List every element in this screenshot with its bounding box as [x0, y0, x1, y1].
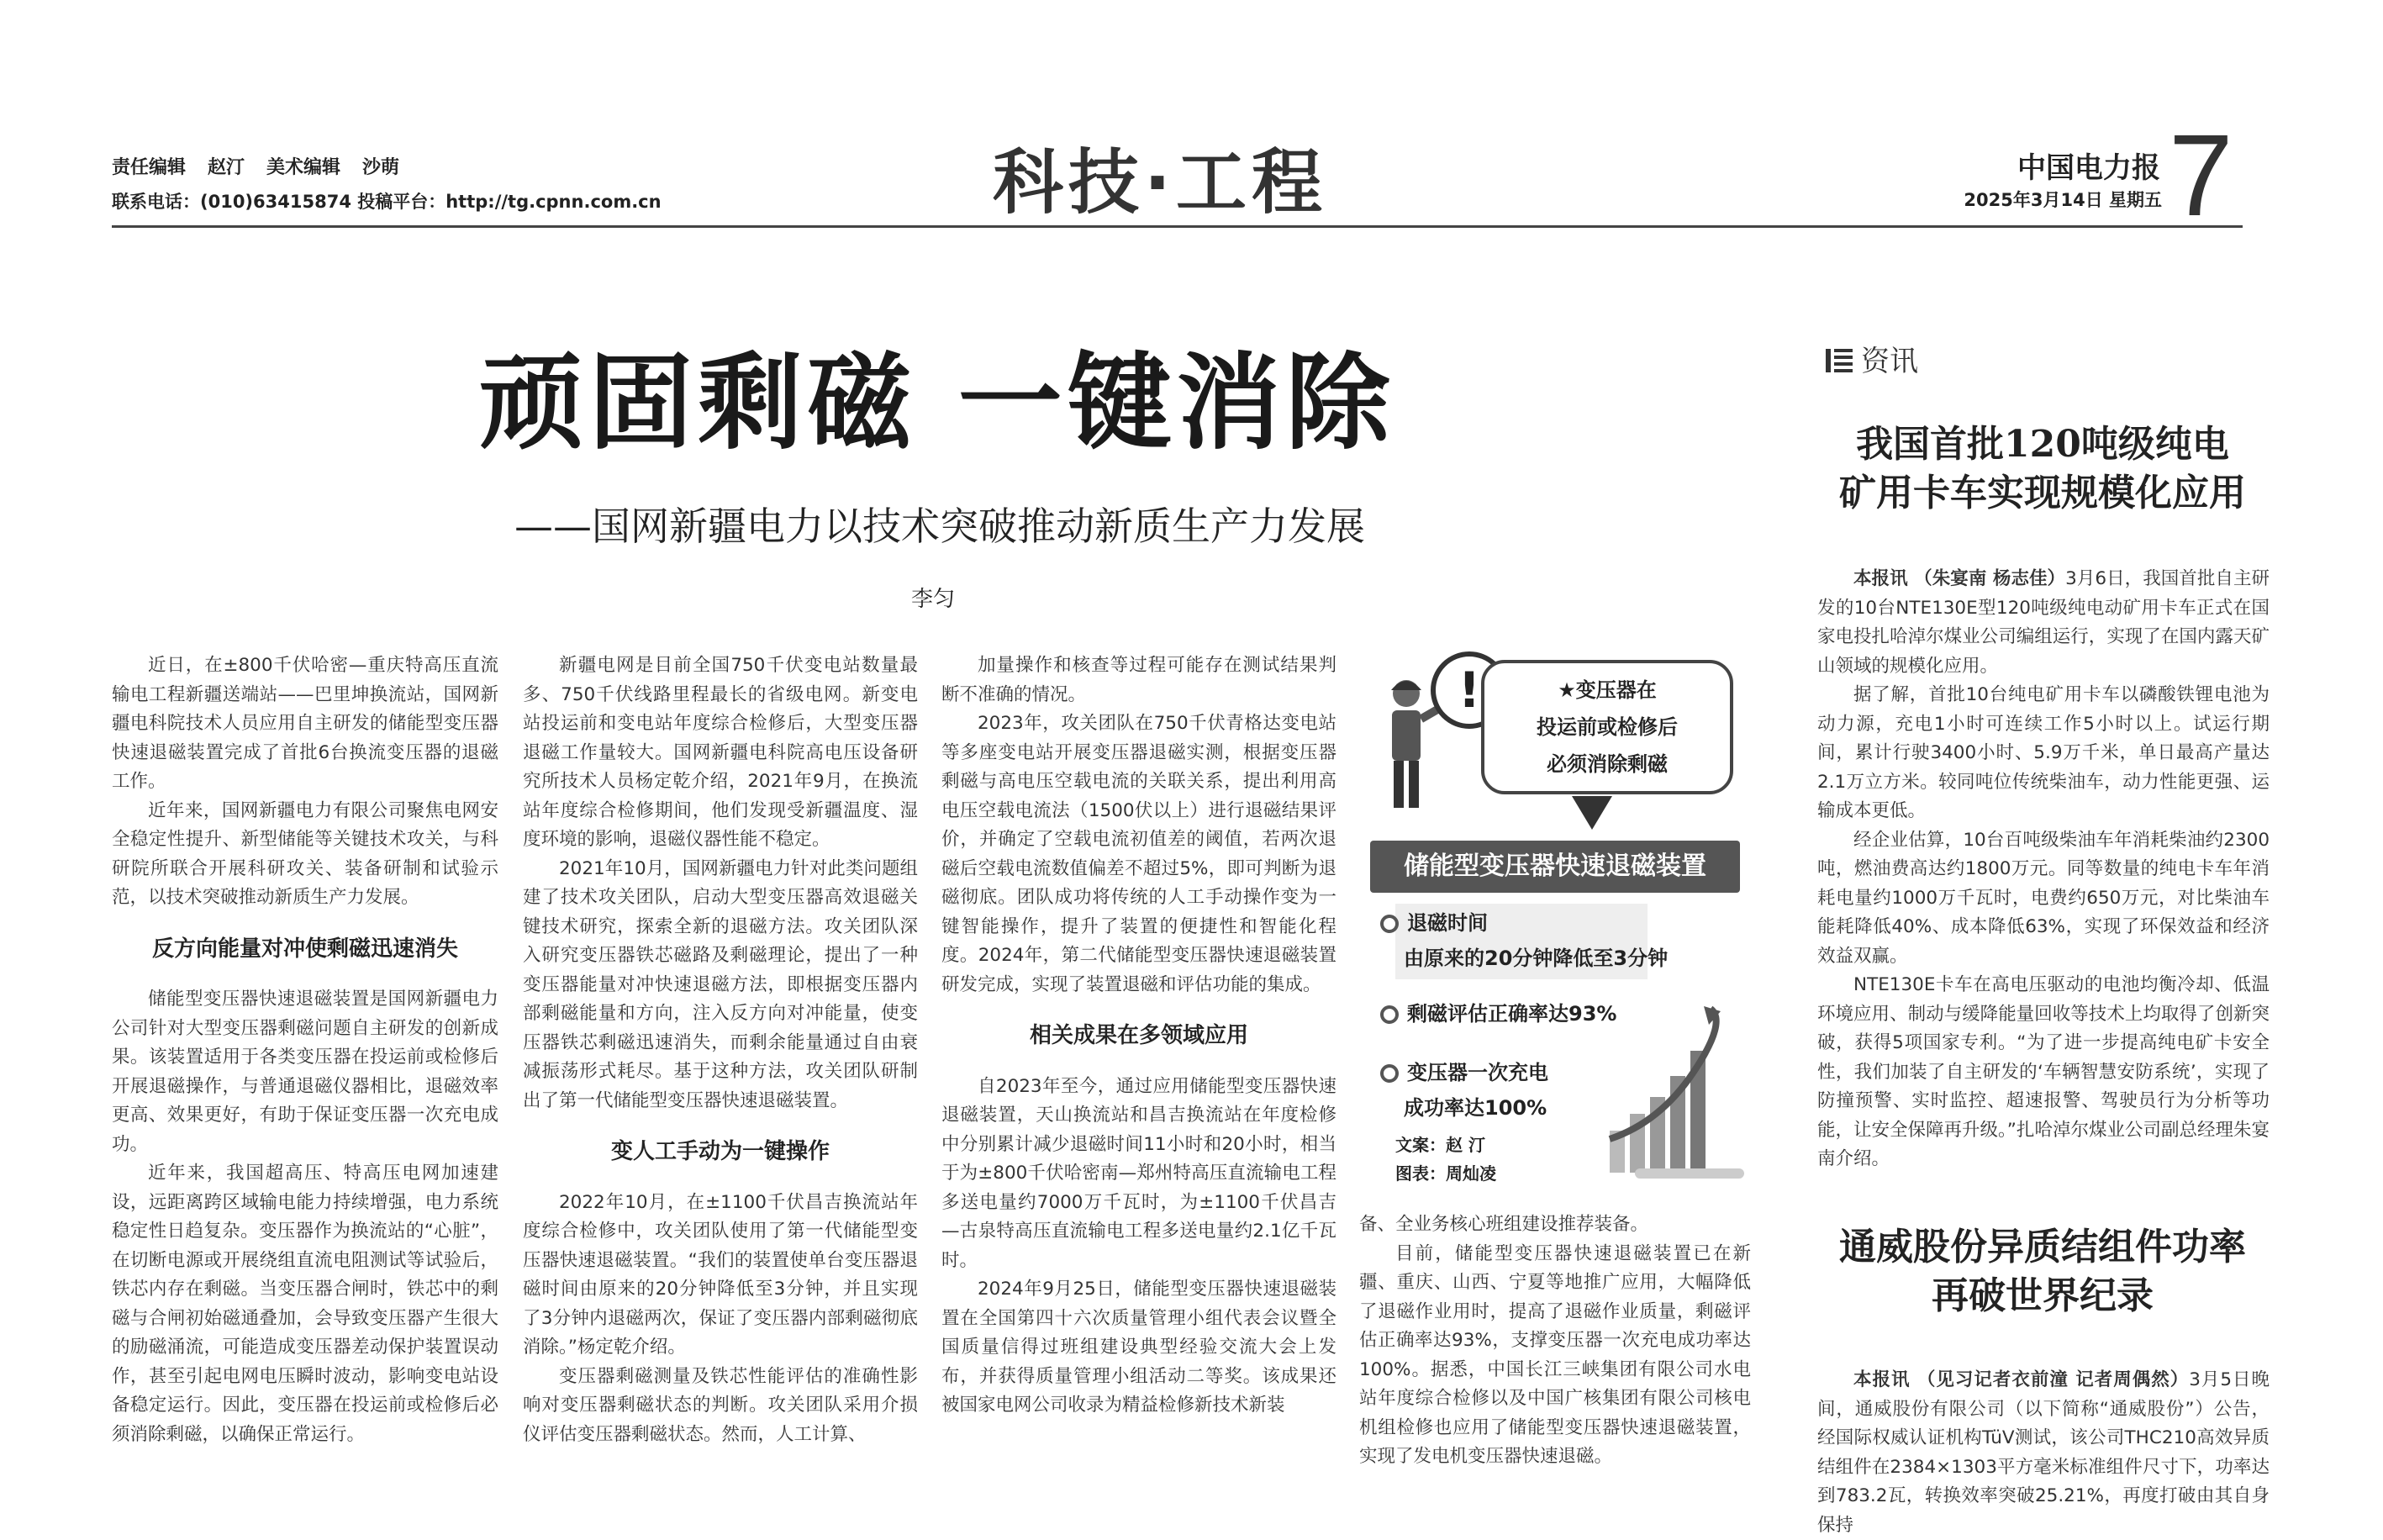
title-line: 再破世界纪录 [1932, 1274, 2154, 1317]
news1-body [1817, 565, 2270, 1174]
paragraph [1817, 565, 2270, 681]
section-heading: 相关成果在多领域应用 [1029, 1023, 1248, 1048]
paragraph: 变压器剩磁测量及铁芯性能评估的准确性影响对变压器剩磁状态的判断。攻关团队采用介损仪评估变压器剩磁状态。然而，人工计算、 [523, 1365, 918, 1445]
arrow-down-icon [1572, 796, 1612, 830]
infographic-credits [1395, 1131, 1496, 1188]
masthead-rule [112, 225, 2243, 228]
paragraph [1817, 1366, 2270, 1540]
article-headline: 顽固剩磁 一键消除 [479, 343, 1395, 464]
paragraph: 近年来，国网新疆电力有限公司聚焦电网安全稳定性提升、新型储能等关键技术攻关，与科研院所联合开展科研攻关、装备研制和试验示范，以技术突破推动新质生产力发展。 [112, 799, 498, 908]
bullet-icon [1380, 1005, 1399, 1024]
infographic-title: 储能型变压器快速退磁装置 [1370, 841, 1740, 893]
news2-body [1817, 1366, 2270, 1536]
stat-value: 由原来的20分钟降低至3分钟 [1404, 947, 1669, 970]
article-byline: 李匀 [910, 587, 955, 612]
paragraph: 2024年9月25日，储能型变压器快速退磁装置在全国第四十六次质量管理小组代表会议暨全国质量信得过班组建设典型经验交流大会上发布，并获得质量管理小组活动二等奖。该成果还被国家电网公司收录为精益检修新技术新装 [941, 1279, 1336, 1416]
publication-date: 2025年3月14日 星期五 [1964, 190, 2162, 210]
editor-name: 赵汀 [208, 157, 245, 178]
art-editor-label: 美术编辑 [266, 157, 341, 178]
paragraph: 新疆电网是目前全国750千伏变电站数量最多、750千伏线路里程最长的省级电网。新变电站投运前和变电站年度综合检修后，大型变压器退磁工作量较大。国网新疆电科院高电压设备研究所技术人员杨定乾介绍，2021年9月，在换流站年度综合检修期间，他们发现受新疆温度、湿度环境的影响，退磁仪器性能不稳定。 [523, 655, 918, 850]
news-text: 3月6日，我国首批自主研发的10台NTE130E型120吨级纯电动矿用卡车正式在国家电投扎哈淖尔煤业公司编组运行，实现了在国内露天矿山领域的规模化应用。 [1817, 568, 2270, 677]
art-editor-name: 沙萌 [362, 157, 400, 178]
paragraph: 近日，在±800千伏哈密—重庆特高压直流输电工程新疆送端站——巴里坤换流站，国网新疆电科院技术人员应用自主研发的储能型变压器快速退磁装置完成了首批6台换流变压器的退磁工作。 [112, 655, 498, 792]
paragraph: 备、全业务核心班组建设推荐装备。 [1359, 1214, 1649, 1235]
stat-item-time [1380, 905, 1668, 976]
article-column-3 [941, 651, 1336, 1421]
paragraph: 自2023年至今，通过应用储能型变压器快速退磁装置，天山换流站和昌吉换流站在年度检修中分别累计减少退磁时间11小时和20小时，相当于为±800千伏哈密南—郑州特高压直流输电工程多送电量约7000万千瓦时，为±1100千伏昌吉—古泉特高压直流输电工程多送电量约2.1亿千瓦时。 [941, 1075, 1336, 1271]
bullet-icon [1380, 915, 1399, 933]
title-line: 通威股份异质结组件功率 [1839, 1226, 2246, 1268]
paragraph: 近年来，我国超高压、特高压电网加速建设，远距离跨区域输电能力持续增强，电力系统稳定性日趋复杂。变压器作为换流站的“心脏”，在切断电源或开展绕组直流电阻测试等试验后，铁芯内存在剩磁。当变压器合闸时，铁芯中的剩磁与合闸初始磁通叠加，会导致变压器产生很大的励磁涌流，可能造成变压器差动保护装置误动作，甚至引起电网电压瞬时波动，影响变电站设备稳定运行。因此，变压器在投运前或检修后必须消除剩磁，以确保正常运行。 [112, 1163, 498, 1445]
credit-text: 文案：赵 汀 [1395, 1135, 1485, 1155]
title-line: 矿用卡车实现规模化应用 [1839, 472, 2246, 514]
section-heading: 反方向能量对冲使剩磁迅速消失 [151, 936, 458, 962]
title-line: 我国首批120吨级纯电 [1856, 423, 2229, 466]
paragraph: 2022年10月，在±1100千伏昌吉换流站年度综合检修中，攻关团队使用了第一代储能型变压器快速退磁装置。“我们的装置使单台变压器退磁时间由原来的20分钟降低至3分钟，并且实现了3分钟内退磁两次，保证了变压器内部剩磁彻底消除。”杨定乾介绍。 [523, 1191, 918, 1358]
paragraph: 目前，储能型变压器快速退磁装置已在新疆、重庆、山西、宁夏等地推广应用，大幅降低了退磁作业用时，提高了退磁作业质量，剩磁评估正确率达93%，支撑变压器一次充电成功率达100%。据悉，中国长江三峡集团有限公司水电站年度综合检修以及中国广核集团有限公司核电机组检修也应用了储能型变压器快速退磁装置，实现了发电机变压器快速退磁。 [1359, 1242, 1751, 1467]
paragraph: 2023年，攻关团队在750千伏青格达变电站等多座变电站开展变压器退磁实测，根据变压器剩磁与高电压空载电流的关联关系，提出利用高电压空载电流法（1500伏以上）进行退磁结果评价，并确定了空载电流初值差的阈值，若两次退磁后空载电流数值偏差不超过5%，即可判断为退磁彻底。团队成功将传统的人工手动操作变为一键智能操作，提升了装置的便捷性和智能化程度。2024年，第二代储能型变压器快速退磁装置研发完成，实现了装置退磁和评估功能的集成。 [941, 713, 1336, 995]
worker-icon [1377, 668, 1436, 811]
news-text: 3月5日晚间，通威股份有限公司（以下简称“通威股份”）公告，经国际权威认证机构TüV测试，该公司THC210高效异质结组件在2384×1303平方毫米标准组件尺寸下，功率达到783.2瓦，转换效率突破25.21%，再度打破由其自身保持 [1817, 1369, 2270, 1536]
warning-icon: ! [1431, 651, 1508, 729]
paragraph: NTE130E卡车在高电压驱动的电池均衡冷却、低温环境应用、制动与缓降能量回收等技术上均取得了创新突破，获得5项国家专利。“为了进一步提高纯电矿卡安全性，我们加装了自主研发的‘车辆智慧安防系统’，实现了防撞预警、实时监控、超速报警、驾驶员行为分析等功能，让安全保障再升级。”扎哈淖尔煤业公司副总经理朱宴南介绍。 [1817, 974, 2270, 1169]
page-number: 7 [2169, 111, 2233, 240]
warning-bubble [1481, 660, 1733, 794]
article-subhead: ——国网新疆电力以技术突破推动新质生产力发展 [514, 504, 1365, 549]
paragraph: 加量操作和核查等过程可能存在测试结果判断不准确的情况。 [941, 655, 1336, 705]
news-label-text: 资讯 [1861, 345, 1918, 378]
stat-item-success [1380, 1055, 1548, 1126]
news-lead: 本报讯 （见习记者衣前潼 记者周偶然） [1853, 1369, 2190, 1390]
contact-line: 联系电话：(010)63415874 投稿平台：http://tg.cpnn.com.cn [112, 192, 662, 212]
section-heading: 变人工手动为一键操作 [610, 1139, 830, 1164]
stat-item-accuracy [1380, 996, 1616, 1031]
paragraph: 经企业估算，10台百吨级柴油车年消耗柴油约2300吨，燃油费高达约1800万元。同等数量的纯电卡车年消耗电量约1000万千瓦时，电费约650万元，对比柴油车能耗降低40%、成本降低63%，实现了环保效益和经济效益双赢。 [1817, 829, 2270, 967]
bubble-text: 必须消除剩磁 [1547, 752, 1668, 776]
news-section-label [1824, 338, 1918, 379]
paragraph: 储能型变压器快速退磁装置是国网新疆电力公司针对大型变压器剩磁问题自主研发的创新成果。该装置适用于各类变压器在投运前或检修后开展退磁操作，与普通退磁仪器相比，退磁效率更高、效果更好，有助于保证变压器一次充电成功。 [112, 989, 498, 1155]
paragraph: 据了解，首批10台纯电矿用卡车以磷酸铁锂电池为动力源，充电1小时可连续工作5小时以上。试运行期间，累计行驶3400小时、5.9万千米，单日最高产量达2.1万立方米。较同吨位传统柴油车，动力性能更强、运输成本更低。 [1817, 684, 2270, 821]
stat-value: 成功率达100% [1404, 1096, 1547, 1120]
article-column-4 [1359, 1210, 1751, 1472]
bubble-text: ★变压器在 [1558, 678, 1657, 702]
paragraph: 2021年10月，国网新疆电力针对此类问题组建了技术攻关团队，启动大型变压器高效退磁关键技术研究，探索全新的退磁方法。攻关团队深入研究变压器铁芯磁路及剩磁理论，提出了一种变压器能量对冲快速退磁方法，即根据变压器内部剩磁能量和方向，注入反方向对冲能量，使变压器铁芯剩磁迅速消失，而剩余能量通过自由衰减振荡形式耗尽。基于这种方法，攻关团队研制出了第一代储能型变压器快速退磁装置。 [523, 857, 918, 1111]
news-lead: 本报讯 （朱宴南 杨志佳） [1853, 568, 2066, 589]
stat-label: 退磁时间 [1407, 911, 1488, 935]
section-title: 科技·工程 [993, 141, 1327, 224]
bubble-text: 投运前或检修后 [1537, 715, 1678, 739]
stat-value: 剩磁评估正确率达93% [1407, 1002, 1617, 1026]
rising-chart-icon [1601, 1005, 1744, 1181]
news1-title [1816, 420, 2270, 518]
article-column-1 [112, 651, 498, 1449]
bullet-icon [1380, 1064, 1399, 1083]
masthead-editors [112, 151, 662, 219]
news-icon [1824, 345, 1854, 376]
stat-label: 变压器一次充电 [1407, 1061, 1548, 1084]
article-column-2 [523, 651, 918, 1449]
credit-text: 图表：周灿凌 [1395, 1163, 1496, 1184]
paper-name: 中国电力报 [2017, 151, 2160, 185]
infographic [1362, 651, 1748, 1189]
news2-title [1816, 1223, 2270, 1321]
editor-label: 责任编辑 [112, 157, 187, 178]
